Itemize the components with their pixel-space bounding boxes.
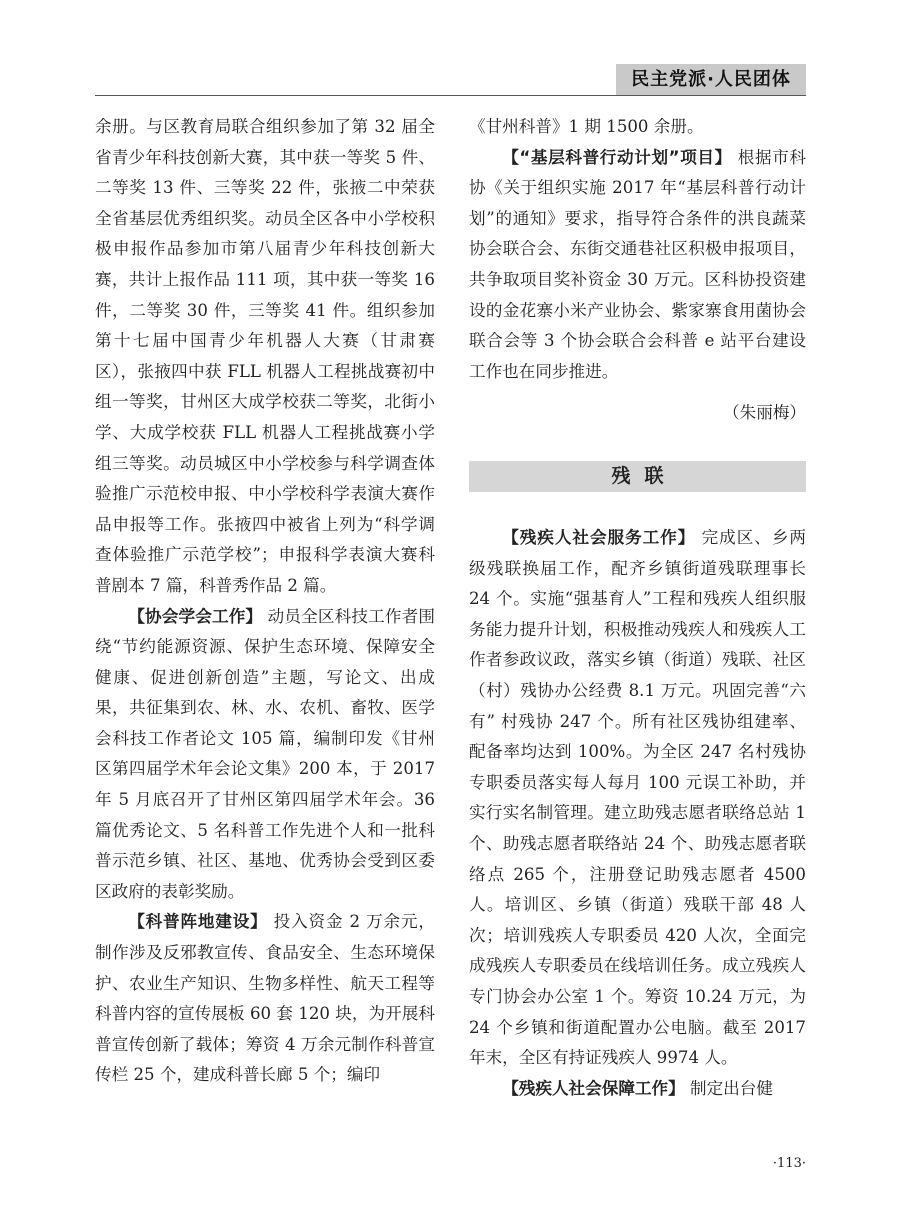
- paragraph-grassroots-plan: [469, 143, 806, 388]
- page-number: ·113·: [772, 1156, 806, 1171]
- paragraph-body: 完成区、乡两级残联换届工作，配齐乡镇街道残联理事长 24 个。实施“强基育人”工程和残疾人组织服务能力提升计划，积极推动残疾人和残疾人工作者参政议政，落实乡镇（街道）残联、社区（村）残协办公经费 8.1 万元。巩固完善“六有” 村残协 247 个。所有社区残协组建率、配备率均达到 100%。为全区 247 名村残协专职委员落实每人每月 100 元误工补助，并实行实名制管理。建立助残志愿者联络总站 1 个、助残志愿者联络站 24 个、助残志愿者联络点 265 个，注册登记助残志愿者 4500 人。培训区、乡镇（街道）残联干部 48 人次；培训残疾人专职委员 420 人次，全面完成残疾人专职委员在线培训任务。成立残疾人专门协会办公室 1 个。筹资 10.24 万元，为 24 个乡镇和街道配置办公电脑。截至 2017 年末，全区有持证残疾人 9974 人。: [469, 528, 806, 1068]
- paragraph-heading: 【“基层科普行动计划”项目】: [502, 147, 732, 167]
- paragraph: 《甘州科普》1 期 1500 余册。: [469, 117, 704, 136]
- paragraph-science-base: [95, 907, 435, 1091]
- paragraph-heading: 【协会学会工作】: [128, 606, 263, 626]
- right-column-top: [469, 112, 806, 387]
- right-column-bottom: [469, 523, 806, 1104]
- paragraph: 余册。与区教育局联合组织参加了第 32 届全省青少年科技创新大赛，其中获一等奖 5 件、二等奖 13 件、三等奖 22 件，张掖二中荣获全省基层优秀组织奖。动员全区各中小学校积极申报作品参加市第八届青少年科技创新大赛，共计上报作品 111 项，其中获一等奖 16 件，二等奖 30 件，三等奖 41 件。组织参加第十七届中国青少年机器人大赛（甘肃赛区），张掖四中获 FLL 机器人工程挑战赛初中组一等奖，甘州区大成学校获二等奖，北街小学、大成学校获 FLL 机器人工程挑战赛小学组三等奖。动员城区中小学校参与科学调查体验推广示范校申报、中小学校科学表演大赛作品申报等工作。张掖四中被省上列为“科学调查体验推广示范学校”；申报科学表演大赛科普剧本 7 篇，科普秀作品 2 篇。: [95, 117, 435, 595]
- paragraph-body: 动员全区科技工作者围绕“节约能源资源、保护生态环境、保障安全健康、促进创新创造”主题，写论文、出成果，共征集到农、林、水、农机、畜牧、医学会科技工作者论文 105 篇，编制印发《甘州区第四届学术年会论文集》200 本，于 2017 年 5 月底召开了甘州区第四届学术年会。36 篇优秀论文、5 名科普工作先进个人和一批科普示范乡镇、社区、基地、优秀协会受到区委区政府的表彰奖励。: [95, 606, 435, 901]
- left-column: [95, 112, 435, 1091]
- paragraph-body: 制定出台健: [684, 1078, 773, 1098]
- paragraph-heading: 【残疾人社会服务工作】: [502, 528, 696, 547]
- running-header: 民主党派·人民团体: [631, 69, 791, 90]
- author-credit: （朱丽梅）: [723, 403, 806, 422]
- paragraph-heading: 【残疾人社会保障工作】: [502, 1078, 685, 1098]
- section-title: 残联: [611, 465, 678, 487]
- paragraph-body: 投入资金 2 万余元，制作涉及反邪教宣传、食品安全、生态环境保护、农业生产知识、生物多样性、航天工程等科普内容的宣传展板 60 套 120 块，为开展科普宣传创新了载体；筹资 4 万余元制作科普宣传栏 25 个，建成科普长廊 5 个；编印: [95, 912, 435, 1085]
- header-rule: [95, 95, 806, 96]
- paragraph-association-work: [95, 602, 435, 908]
- paragraph-disabled-security: [469, 1074, 806, 1105]
- paragraph-disabled-service: [469, 523, 806, 1074]
- paragraph-heading: 【科普阵地建设】: [128, 912, 268, 932]
- paragraph-body: 根据市科协《关于组织实施 2017 年“基层科普行动计划”的通知》要求，指导符合条件的洪良蔬菜协会联合会、东街交通巷社区积极申报项目，共争取项目奖补资金 30 万元。区科协投资建设的金花寨小米产业协会、紫家寨食用菌协会联合会等 3 个协会联合会科普 e 站平台建设工作也在同步推进。: [469, 147, 807, 381]
